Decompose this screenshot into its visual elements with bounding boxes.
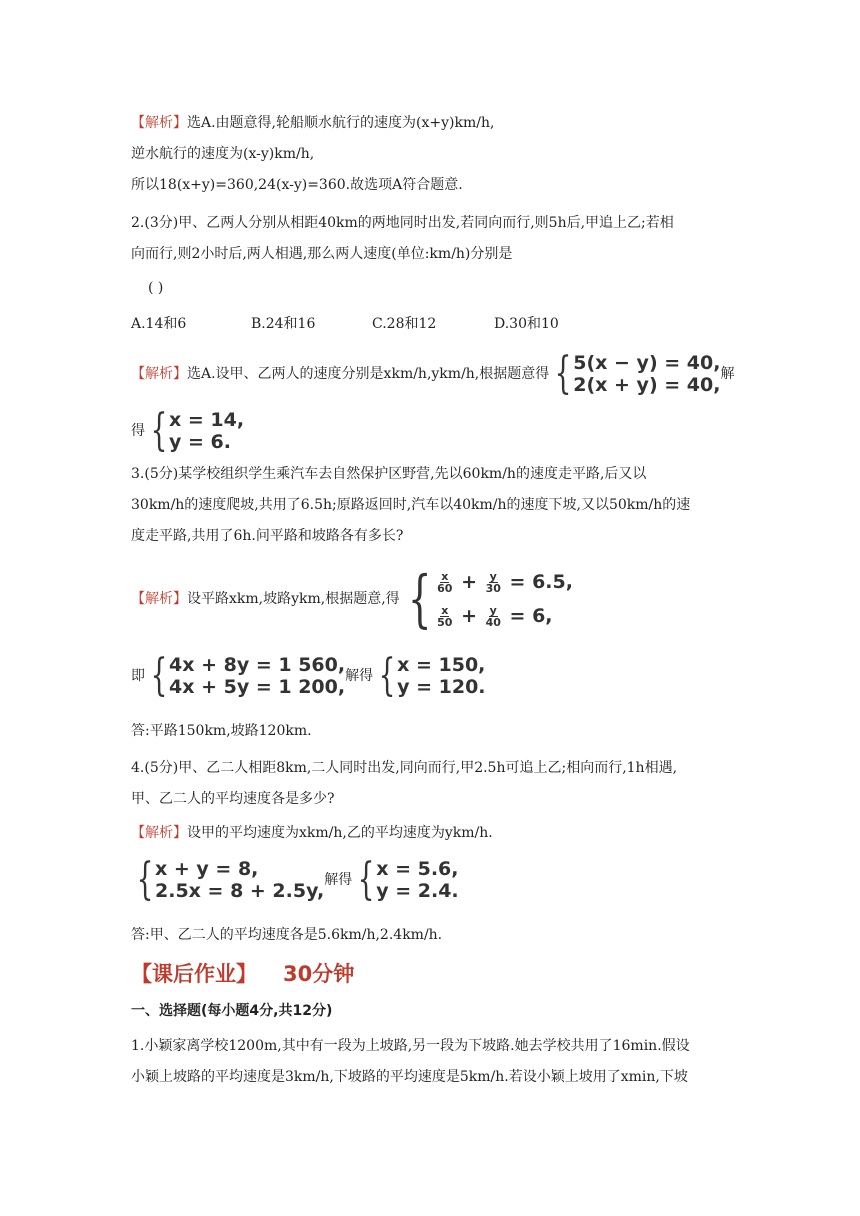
analysis-tag: 【解析】 — [131, 591, 187, 607]
analysis-text: 设甲的平均速度为xkm/h,乙的平均速度为ykm/h. — [187, 825, 493, 841]
analysis-text: 选A.由题意得,轮船顺水航行的速度为(x+y)km/h, — [187, 115, 495, 131]
equation-system — [145, 405, 245, 456]
denominator: 40 — [485, 616, 501, 629]
equation: y = 2.4. — [376, 880, 459, 902]
numerator: y — [489, 570, 497, 583]
q1-analysis-line2: 逆水航行的速度为(x-y)km/h, — [131, 146, 315, 162]
q2-option-a: A.14和6 — [131, 316, 187, 332]
brace-icon: { — [150, 650, 168, 701]
equation: x = 5.6, — [376, 858, 459, 880]
denominator: 60 — [437, 582, 453, 595]
equation: 5(x − y) = 40, — [573, 352, 721, 374]
q2-analysis — [131, 350, 734, 398]
q3-answer: 答:平路150km,坡路120km. — [131, 723, 312, 739]
q2-paren: ( ) — [148, 280, 164, 296]
hw-q1-line1: 1.小颖家离学校1200m,其中有一段为上坡路,另一段为下坡路.她去学校共用了16min.假设 — [131, 1038, 690, 1054]
equation: x = 150, — [397, 654, 486, 676]
q4-answer: 答:甲、乙二人的平均速度各是5.6km/h,2.4km/h. — [131, 927, 443, 943]
brace-icon: { — [378, 650, 396, 701]
text: 解 — [720, 366, 735, 382]
q4-line2: 甲、乙二人的平均速度各是多少? — [131, 791, 335, 807]
q4-analysis — [131, 823, 493, 843]
homework-heading — [131, 958, 354, 988]
section-title: 一、选择题(每小题4分,共12分) — [131, 1003, 333, 1019]
numerator: x — [441, 570, 449, 583]
equation-system — [549, 348, 721, 399]
q4-solution — [131, 856, 459, 904]
brace-icon: { — [136, 854, 154, 905]
equation-system — [352, 854, 459, 905]
equation-system — [373, 650, 486, 701]
homework-title: 【课后作业】 — [131, 962, 257, 986]
q1-analysis-line1 — [131, 113, 494, 133]
q3-line2: 30km/h的速度爬坡,共用了6.5h;原路返回时,汽车以40km/h的速度下坡,又以50km/h的速 — [131, 497, 691, 513]
brace-icon: { — [407, 562, 432, 635]
brace-icon: { — [554, 348, 572, 399]
equation: 4x + 5y = 1 200, — [169, 676, 346, 698]
text: 即 — [131, 668, 145, 684]
brace-icon: { — [150, 405, 168, 456]
analysis-text: 选A.设甲、乙两人的速度分别是xkm/h,ykm/h,根据题意得 — [187, 366, 550, 382]
q1-analysis-line3: 所以18(x+y)=360,24(x-y)=360.故选项A符合题意. — [131, 177, 463, 193]
equation: $\frac{x}{50}$ + $\frac{y}{40}$ = 6, — [437, 604, 553, 629]
text: 解得 — [324, 872, 353, 888]
q2-line2: 向而行,则2小时后,两人相遇,那么两人速度(单位:km/h)分别是 — [131, 246, 513, 262]
numerator: x — [441, 604, 449, 617]
text: 得 — [131, 423, 145, 439]
q2-option-c: C.28和12 — [372, 316, 437, 332]
hw-q1-line2: 小颖上坡路的平均速度是3km/h,下坡路的平均速度是5km/h.若设小颖上坡用了xmin,下坡 — [131, 1069, 688, 1085]
denominator: 50 — [437, 616, 453, 629]
q3-analysis — [131, 563, 573, 635]
equation: x + y = 8, — [155, 858, 259, 880]
equation: 4x + 8y = 1 560, — [169, 654, 346, 676]
rhs: = 6, — [509, 605, 553, 627]
q2-option-d: D.30和10 — [494, 316, 559, 332]
equation-system — [131, 854, 325, 905]
equation-system — [400, 562, 573, 635]
brace-icon: { — [357, 854, 375, 905]
denominator: 30 — [485, 582, 501, 595]
q4-line1: 4.(5分)甲、乙二人相距8km,二人同时出发,同向而行,甲2.5h可追上乙;相向而行,1h相遇, — [131, 760, 678, 776]
q3-line3: 度走平路,共用了6h.问平路和坡路各有多长? — [131, 528, 404, 544]
q2-option-b: B.24和16 — [251, 316, 316, 332]
q2-solution — [131, 407, 244, 455]
equation: y = 6. — [169, 431, 231, 453]
analysis-text: 设平路xkm,坡路ykm,根据题意,得 — [187, 591, 400, 607]
equation-system — [145, 650, 346, 701]
q2-line1: 2.(3分)甲、乙两人分别从相距40km的两地同时出发,若同向而行,则5h后,甲追上乙;若相 — [131, 215, 674, 231]
rhs: = 6.5, — [509, 571, 573, 593]
analysis-tag: 【解析】 — [131, 366, 187, 382]
equation: $\frac{x}{60}$ + $\frac{y}{30}$ = 6.5, — [437, 570, 573, 595]
q3-solution — [131, 652, 486, 700]
equation: x = 14, — [169, 409, 245, 431]
equation: 2.5x = 8 + 2.5y, — [155, 880, 325, 902]
numerator: y — [489, 604, 497, 617]
analysis-tag: 【解析】 — [131, 825, 187, 841]
q3-line1: 3.(5分)某学校组织学生乘汽车去自然保护区野营,先以60km/h的速度走平路,后又以 — [131, 466, 647, 482]
text: 解得 — [345, 668, 374, 684]
homework-time: 30分钟 — [283, 962, 355, 986]
equation: y = 120. — [397, 676, 486, 698]
equation: 2(x + y) = 40, — [573, 374, 721, 396]
analysis-tag: 【解析】 — [131, 115, 187, 131]
